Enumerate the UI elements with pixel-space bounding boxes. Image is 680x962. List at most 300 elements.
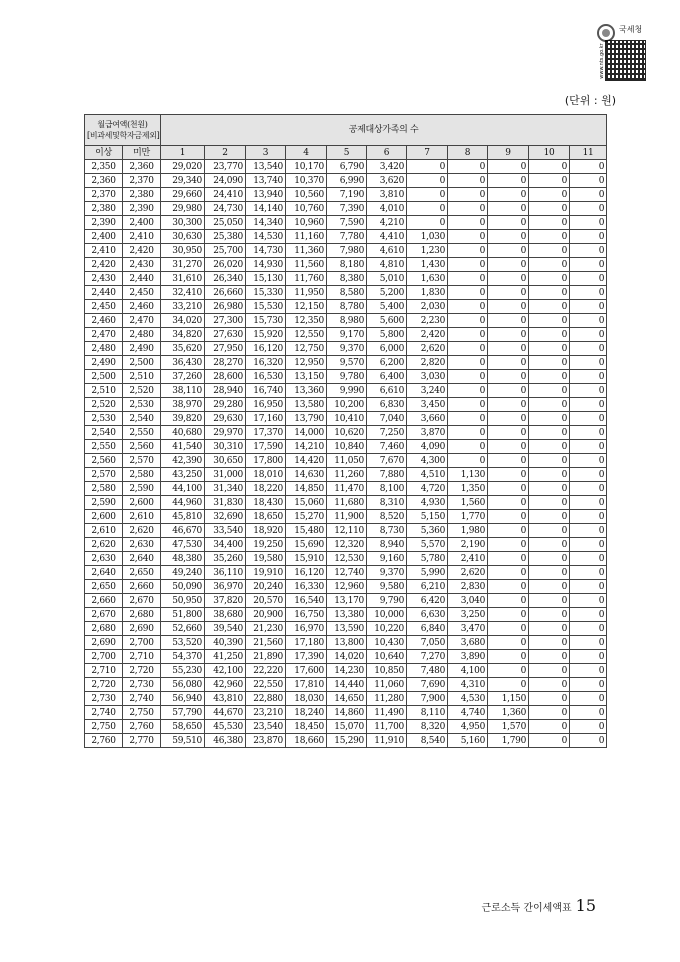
tax-cell: 29,970 bbox=[205, 426, 246, 440]
tax-cell: 18,650 bbox=[246, 510, 286, 524]
tax-cell: 6,840 bbox=[407, 622, 448, 636]
income-max-cell: 2,590 bbox=[123, 482, 161, 496]
tax-cell: 44,100 bbox=[161, 482, 205, 496]
tax-cell: 0 bbox=[570, 286, 607, 300]
tax-cell: 0 bbox=[488, 328, 529, 342]
income-max-cell: 2,460 bbox=[123, 300, 161, 314]
tax-cell: 30,950 bbox=[161, 244, 205, 258]
tax-cell: 23,210 bbox=[246, 706, 286, 720]
income-min-cell: 2,550 bbox=[85, 440, 123, 454]
tax-cell: 4,530 bbox=[448, 692, 488, 706]
tax-cell: 15,910 bbox=[286, 552, 327, 566]
income-header-label: 월급여액(천원) bbox=[97, 120, 148, 129]
tax-cell: 0 bbox=[448, 384, 488, 398]
tax-cell: 44,670 bbox=[205, 706, 246, 720]
income-min-cell: 2,570 bbox=[85, 468, 123, 482]
income-max-cell: 2,410 bbox=[123, 230, 161, 244]
tax-cell: 33,210 bbox=[161, 300, 205, 314]
tax-cell: 5,200 bbox=[367, 286, 407, 300]
tax-cell: 11,760 bbox=[286, 272, 327, 286]
col-family-10-header: 10 bbox=[529, 146, 570, 160]
tax-cell: 0 bbox=[570, 412, 607, 426]
income-max-cell: 2,490 bbox=[123, 342, 161, 356]
income-min-cell: 2,400 bbox=[85, 230, 123, 244]
tax-cell: 0 bbox=[488, 496, 529, 510]
income-max-cell: 2,750 bbox=[123, 706, 161, 720]
tax-cell: 7,050 bbox=[407, 636, 448, 650]
tax-cell: 0 bbox=[570, 398, 607, 412]
income-min-cell: 2,610 bbox=[85, 524, 123, 538]
income-max-cell: 2,770 bbox=[123, 734, 161, 748]
tax-cell: 18,010 bbox=[246, 468, 286, 482]
tax-cell: 11,260 bbox=[327, 468, 367, 482]
col-family-8-header: 8 bbox=[448, 146, 488, 160]
income-max-cell: 2,500 bbox=[123, 356, 161, 370]
tax-cell: 6,000 bbox=[367, 342, 407, 356]
table-row bbox=[85, 678, 607, 692]
col-family-9-header: 9 bbox=[488, 146, 529, 160]
tax-cell: 28,270 bbox=[205, 356, 246, 370]
tax-cell: 0 bbox=[570, 454, 607, 468]
tax-cell: 27,630 bbox=[205, 328, 246, 342]
col-family-2-header: 2 bbox=[205, 146, 246, 160]
tax-cell: 41,250 bbox=[205, 650, 246, 664]
income-min-cell: 2,680 bbox=[85, 622, 123, 636]
tax-cell: 56,080 bbox=[161, 678, 205, 692]
tax-cell: 6,830 bbox=[367, 398, 407, 412]
tax-cell: 14,850 bbox=[286, 482, 327, 496]
income-max-cell: 2,570 bbox=[123, 454, 161, 468]
table-row bbox=[85, 160, 607, 174]
income-max-cell: 2,400 bbox=[123, 216, 161, 230]
tax-cell: 0 bbox=[529, 566, 570, 580]
tax-cell: 0 bbox=[529, 370, 570, 384]
tax-cell: 15,920 bbox=[246, 328, 286, 342]
tax-cell: 10,430 bbox=[367, 636, 407, 650]
logo-name: 국세청 bbox=[619, 25, 643, 34]
income-max-cell: 2,540 bbox=[123, 412, 161, 426]
tax-cell: 11,700 bbox=[367, 720, 407, 734]
tax-cell: 17,390 bbox=[286, 650, 327, 664]
tax-cell: 14,630 bbox=[286, 468, 327, 482]
tax-cell: 4,090 bbox=[407, 440, 448, 454]
income-min-cell: 2,660 bbox=[85, 594, 123, 608]
tax-cell: 2,420 bbox=[407, 328, 448, 342]
tax-cell: 6,420 bbox=[407, 594, 448, 608]
tax-cell: 9,790 bbox=[367, 594, 407, 608]
tax-cell: 0 bbox=[448, 454, 488, 468]
income-header bbox=[85, 115, 161, 146]
tax-cell: 30,310 bbox=[205, 440, 246, 454]
tax-cell: 16,740 bbox=[246, 384, 286, 398]
table-row bbox=[85, 286, 607, 300]
tax-table bbox=[84, 114, 607, 748]
tax-cell: 4,610 bbox=[367, 244, 407, 258]
income-min-cell: 2,510 bbox=[85, 384, 123, 398]
tax-cell: 7,250 bbox=[367, 426, 407, 440]
tax-cell: 29,630 bbox=[205, 412, 246, 426]
tax-cell: 2,830 bbox=[448, 580, 488, 594]
tax-cell: 23,770 bbox=[205, 160, 246, 174]
tax-cell: 9,990 bbox=[327, 384, 367, 398]
tax-cell: 1,350 bbox=[448, 482, 488, 496]
tax-cell: 7,690 bbox=[407, 678, 448, 692]
tax-cell: 0 bbox=[488, 454, 529, 468]
tax-cell: 16,320 bbox=[246, 356, 286, 370]
tax-cell: 0 bbox=[488, 664, 529, 678]
tax-cell: 0 bbox=[570, 692, 607, 706]
tax-cell: 21,230 bbox=[246, 622, 286, 636]
tax-cell: 37,260 bbox=[161, 370, 205, 384]
tax-cell: 0 bbox=[448, 342, 488, 356]
tax-cell: 34,400 bbox=[205, 538, 246, 552]
tax-cell: 7,190 bbox=[327, 188, 367, 202]
table-row bbox=[85, 412, 607, 426]
tax-cell: 48,380 bbox=[161, 552, 205, 566]
tax-cell: 10,640 bbox=[367, 650, 407, 664]
tax-cell: 0 bbox=[448, 216, 488, 230]
tax-cell: 4,810 bbox=[367, 258, 407, 272]
income-max-cell: 2,720 bbox=[123, 664, 161, 678]
tax-cell: 18,430 bbox=[246, 496, 286, 510]
tax-cell: 24,090 bbox=[205, 174, 246, 188]
logo-url: www.nts.go.kr bbox=[599, 43, 605, 79]
tax-cell: 0 bbox=[488, 160, 529, 174]
tax-cell: 0 bbox=[529, 300, 570, 314]
income-max-cell: 2,600 bbox=[123, 496, 161, 510]
income-max-cell: 2,450 bbox=[123, 286, 161, 300]
tax-cell: 50,090 bbox=[161, 580, 205, 594]
tax-cell: 0 bbox=[529, 202, 570, 216]
tax-cell: 4,100 bbox=[448, 664, 488, 678]
tax-cell: 44,960 bbox=[161, 496, 205, 510]
tax-cell: 3,660 bbox=[407, 412, 448, 426]
income-min-cell: 2,540 bbox=[85, 426, 123, 440]
tax-cell: 0 bbox=[448, 244, 488, 258]
income-min-cell: 2,490 bbox=[85, 356, 123, 370]
income-min-cell: 2,730 bbox=[85, 692, 123, 706]
income-max-cell: 2,710 bbox=[123, 650, 161, 664]
tax-cell: 0 bbox=[529, 412, 570, 426]
table-row bbox=[85, 650, 607, 664]
tax-cell: 13,170 bbox=[327, 594, 367, 608]
page-number: 15 bbox=[575, 896, 596, 915]
tax-cell: 10,200 bbox=[327, 398, 367, 412]
tax-cell: 3,030 bbox=[407, 370, 448, 384]
tax-cell: 6,790 bbox=[327, 160, 367, 174]
tax-cell: 7,590 bbox=[327, 216, 367, 230]
tax-cell: 2,620 bbox=[448, 566, 488, 580]
tax-cell: 7,670 bbox=[367, 454, 407, 468]
tax-cell: 4,930 bbox=[407, 496, 448, 510]
table-row bbox=[85, 426, 607, 440]
col-family-4-header: 4 bbox=[286, 146, 327, 160]
tax-cell: 0 bbox=[488, 636, 529, 650]
tax-cell: 26,980 bbox=[205, 300, 246, 314]
tax-cell: 11,490 bbox=[367, 706, 407, 720]
tax-cell: 0 bbox=[529, 468, 570, 482]
tax-cell: 40,680 bbox=[161, 426, 205, 440]
col-family-1-header: 1 bbox=[161, 146, 205, 160]
tax-cell: 0 bbox=[407, 188, 448, 202]
nts-logo bbox=[592, 22, 654, 82]
tax-cell: 39,540 bbox=[205, 622, 246, 636]
income-max-cell: 2,660 bbox=[123, 580, 161, 594]
income-max-cell: 2,380 bbox=[123, 188, 161, 202]
tax-cell: 0 bbox=[407, 174, 448, 188]
tax-cell: 34,820 bbox=[161, 328, 205, 342]
tax-cell: 0 bbox=[529, 286, 570, 300]
tax-cell: 38,680 bbox=[205, 608, 246, 622]
tax-cell: 1,030 bbox=[407, 230, 448, 244]
income-max-cell: 2,510 bbox=[123, 370, 161, 384]
tax-cell: 0 bbox=[488, 580, 529, 594]
table-row bbox=[85, 230, 607, 244]
tax-cell: 33,540 bbox=[205, 524, 246, 538]
income-max-cell: 2,520 bbox=[123, 384, 161, 398]
tax-cell: 0 bbox=[570, 230, 607, 244]
tax-cell: 16,970 bbox=[286, 622, 327, 636]
table-row bbox=[85, 552, 607, 566]
tax-cell: 8,540 bbox=[407, 734, 448, 748]
income-min-cell: 2,450 bbox=[85, 300, 123, 314]
tax-cell: 9,570 bbox=[327, 356, 367, 370]
tax-cell: 1,230 bbox=[407, 244, 448, 258]
tax-cell: 28,600 bbox=[205, 370, 246, 384]
tax-cell: 15,480 bbox=[286, 524, 327, 538]
tax-cell: 56,940 bbox=[161, 692, 205, 706]
tax-cell: 11,160 bbox=[286, 230, 327, 244]
tax-cell: 31,340 bbox=[205, 482, 246, 496]
tax-cell: 43,810 bbox=[205, 692, 246, 706]
income-max-cell: 2,420 bbox=[123, 244, 161, 258]
tax-cell: 0 bbox=[488, 202, 529, 216]
table-row bbox=[85, 258, 607, 272]
tax-cell: 7,900 bbox=[407, 692, 448, 706]
income-max-cell: 2,550 bbox=[123, 426, 161, 440]
tax-cell: 6,630 bbox=[407, 608, 448, 622]
tax-cell: 22,880 bbox=[246, 692, 286, 706]
tax-cell: 14,440 bbox=[327, 678, 367, 692]
tax-cell: 11,900 bbox=[327, 510, 367, 524]
tax-cell: 0 bbox=[529, 188, 570, 202]
tax-cell: 13,150 bbox=[286, 370, 327, 384]
tax-cell: 1,770 bbox=[448, 510, 488, 524]
income-max-cell: 2,610 bbox=[123, 510, 161, 524]
income-min-cell: 2,670 bbox=[85, 608, 123, 622]
tax-cell: 0 bbox=[488, 552, 529, 566]
tax-cell: 12,950 bbox=[286, 356, 327, 370]
tax-cell: 10,840 bbox=[327, 440, 367, 454]
income-max-cell: 2,620 bbox=[123, 524, 161, 538]
tax-cell: 11,050 bbox=[327, 454, 367, 468]
tax-cell: 9,370 bbox=[367, 566, 407, 580]
tax-cell: 6,200 bbox=[367, 356, 407, 370]
tax-cell: 8,180 bbox=[327, 258, 367, 272]
tax-cell: 0 bbox=[488, 314, 529, 328]
income-max-cell: 2,560 bbox=[123, 440, 161, 454]
tax-cell: 3,890 bbox=[448, 650, 488, 664]
income-min-cell: 2,440 bbox=[85, 286, 123, 300]
tax-cell: 18,030 bbox=[286, 692, 327, 706]
tax-cell: 0 bbox=[488, 300, 529, 314]
table-row bbox=[85, 202, 607, 216]
table-row bbox=[85, 482, 607, 496]
income-header-sub: [비과세및학자금제외] bbox=[87, 131, 160, 140]
income-min-cell: 2,360 bbox=[85, 174, 123, 188]
table-row bbox=[85, 216, 607, 230]
tax-cell: 1,830 bbox=[407, 286, 448, 300]
tax-cell: 10,760 bbox=[286, 202, 327, 216]
tax-cell: 3,420 bbox=[367, 160, 407, 174]
tax-cell: 17,810 bbox=[286, 678, 327, 692]
table-row bbox=[85, 706, 607, 720]
tax-cell: 8,310 bbox=[367, 496, 407, 510]
tax-cell: 0 bbox=[488, 440, 529, 454]
tax-cell: 0 bbox=[529, 342, 570, 356]
income-max-cell: 2,730 bbox=[123, 678, 161, 692]
income-min-cell: 2,560 bbox=[85, 454, 123, 468]
tax-cell: 52,660 bbox=[161, 622, 205, 636]
income-min-cell: 2,470 bbox=[85, 328, 123, 342]
tax-cell: 21,560 bbox=[246, 636, 286, 650]
tax-cell: 13,580 bbox=[286, 398, 327, 412]
tax-cell: 0 bbox=[529, 230, 570, 244]
tax-cell: 14,230 bbox=[327, 664, 367, 678]
table-row bbox=[85, 370, 607, 384]
tax-cell: 12,150 bbox=[286, 300, 327, 314]
table-row bbox=[85, 664, 607, 678]
tax-cell: 0 bbox=[570, 482, 607, 496]
tax-cell: 5,600 bbox=[367, 314, 407, 328]
tax-cell: 5,010 bbox=[367, 272, 407, 286]
tax-cell: 0 bbox=[529, 328, 570, 342]
tax-cell: 31,830 bbox=[205, 496, 246, 510]
income-max-cell: 2,470 bbox=[123, 314, 161, 328]
table-row bbox=[85, 356, 607, 370]
col-family-3-header: 3 bbox=[246, 146, 286, 160]
tax-cell: 7,980 bbox=[327, 244, 367, 258]
tax-cell: 42,100 bbox=[205, 664, 246, 678]
tax-cell: 0 bbox=[448, 356, 488, 370]
tax-cell: 12,110 bbox=[327, 524, 367, 538]
tax-cell: 3,240 bbox=[407, 384, 448, 398]
tax-cell: 18,920 bbox=[246, 524, 286, 538]
tax-cell: 58,650 bbox=[161, 720, 205, 734]
income-min-cell: 2,380 bbox=[85, 202, 123, 216]
tax-cell: 22,220 bbox=[246, 664, 286, 678]
tax-cell: 0 bbox=[570, 566, 607, 580]
tax-cell: 0 bbox=[488, 188, 529, 202]
income-min-cell: 2,600 bbox=[85, 510, 123, 524]
tax-cell: 15,530 bbox=[246, 300, 286, 314]
tax-cell: 0 bbox=[529, 552, 570, 566]
tax-cell: 0 bbox=[488, 468, 529, 482]
tax-cell: 4,740 bbox=[448, 706, 488, 720]
table-row bbox=[85, 720, 607, 734]
tax-cell: 0 bbox=[488, 566, 529, 580]
tax-cell: 0 bbox=[488, 398, 529, 412]
tax-cell: 0 bbox=[529, 314, 570, 328]
footer-title: 근로소득 간이세액표 bbox=[481, 903, 572, 914]
tax-cell: 0 bbox=[529, 258, 570, 272]
tax-cell: 12,960 bbox=[327, 580, 367, 594]
table-row bbox=[85, 510, 607, 524]
tax-cell: 7,480 bbox=[407, 664, 448, 678]
tax-cell: 35,620 bbox=[161, 342, 205, 356]
tax-cell: 59,510 bbox=[161, 734, 205, 748]
tax-cell: 14,530 bbox=[246, 230, 286, 244]
tax-cell: 0 bbox=[529, 398, 570, 412]
tax-cell: 0 bbox=[570, 594, 607, 608]
tax-cell: 0 bbox=[488, 356, 529, 370]
tax-cell: 0 bbox=[488, 342, 529, 356]
tax-cell: 4,410 bbox=[367, 230, 407, 244]
tax-cell: 0 bbox=[570, 370, 607, 384]
tax-cell: 8,730 bbox=[367, 524, 407, 538]
tax-cell: 0 bbox=[570, 734, 607, 748]
tax-cell: 12,550 bbox=[286, 328, 327, 342]
tax-cell: 27,950 bbox=[205, 342, 246, 356]
tax-cell: 0 bbox=[488, 622, 529, 636]
tax-cell: 0 bbox=[488, 258, 529, 272]
tax-cell: 0 bbox=[529, 720, 570, 734]
tax-cell: 5,400 bbox=[367, 300, 407, 314]
tax-cell: 2,620 bbox=[407, 342, 448, 356]
tax-cell: 3,450 bbox=[407, 398, 448, 412]
tax-cell: 14,140 bbox=[246, 202, 286, 216]
tax-cell: 0 bbox=[529, 216, 570, 230]
tax-cell: 0 bbox=[570, 622, 607, 636]
income-min-cell: 2,650 bbox=[85, 580, 123, 594]
tax-cell: 6,990 bbox=[327, 174, 367, 188]
tax-cell: 0 bbox=[407, 160, 448, 174]
tax-cell: 29,980 bbox=[161, 202, 205, 216]
tax-cell: 0 bbox=[529, 678, 570, 692]
tax-cell: 9,160 bbox=[367, 552, 407, 566]
income-max-cell: 2,740 bbox=[123, 692, 161, 706]
tax-cell: 31,610 bbox=[161, 272, 205, 286]
tax-cell: 5,150 bbox=[407, 510, 448, 524]
tax-cell: 1,560 bbox=[448, 496, 488, 510]
table-row bbox=[85, 300, 607, 314]
tax-cell: 20,570 bbox=[246, 594, 286, 608]
tax-cell: 49,240 bbox=[161, 566, 205, 580]
tax-cell: 0 bbox=[448, 398, 488, 412]
tax-cell: 20,240 bbox=[246, 580, 286, 594]
tax-cell: 45,530 bbox=[205, 720, 246, 734]
income-min-cell: 2,480 bbox=[85, 342, 123, 356]
tax-cell: 3,810 bbox=[367, 188, 407, 202]
tax-cell: 0 bbox=[570, 664, 607, 678]
col-family-5-header: 5 bbox=[327, 146, 367, 160]
income-max-cell: 2,640 bbox=[123, 552, 161, 566]
tax-cell: 57,790 bbox=[161, 706, 205, 720]
table-row bbox=[85, 594, 607, 608]
income-min-cell: 2,740 bbox=[85, 706, 123, 720]
tax-cell: 0 bbox=[529, 734, 570, 748]
tax-cell: 55,230 bbox=[161, 664, 205, 678]
tax-cell: 10,370 bbox=[286, 174, 327, 188]
tax-cell: 12,530 bbox=[327, 552, 367, 566]
tax-cell: 5,360 bbox=[407, 524, 448, 538]
tax-cell: 0 bbox=[529, 650, 570, 664]
tax-cell: 16,540 bbox=[286, 594, 327, 608]
tax-cell: 1,980 bbox=[448, 524, 488, 538]
tax-cell: 8,320 bbox=[407, 720, 448, 734]
tax-cell: 3,040 bbox=[448, 594, 488, 608]
table-row bbox=[85, 440, 607, 454]
